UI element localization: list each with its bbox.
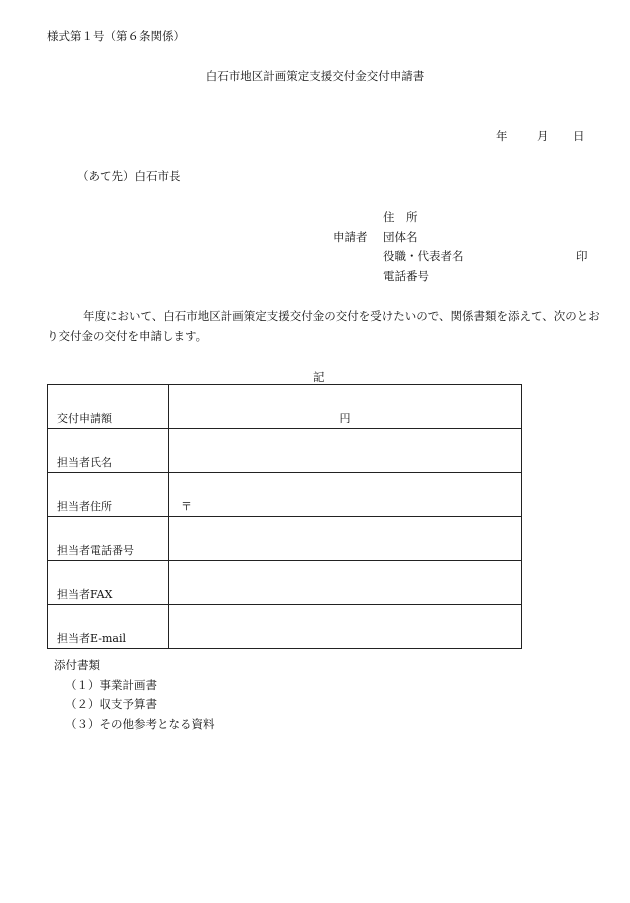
attachment-item: （２）収支予算書 xyxy=(65,697,157,711)
table-row xyxy=(48,517,522,561)
phone-label: 電話番号 xyxy=(383,269,429,283)
applicant-label: 申請者 xyxy=(333,230,368,244)
attachment-item: （３）その他参考となる資料 xyxy=(65,717,215,731)
addressee: （あて先）白石市長 xyxy=(77,169,181,183)
table-row xyxy=(48,473,522,517)
row-label-contact-address: 担当者住所 xyxy=(48,473,169,517)
document-title: 白石市地区計画策定支援交付金交付申請書 xyxy=(205,69,425,83)
table-row xyxy=(48,385,522,429)
ki-heading: 記 xyxy=(313,370,325,384)
row-value-contact-fax[interactable] xyxy=(169,561,522,605)
application-info-table xyxy=(47,384,522,649)
row-value-contact-phone[interactable] xyxy=(169,517,522,561)
attachments-title: 添付書類 xyxy=(54,658,100,672)
row-label-contact-name: 担当者氏名 xyxy=(48,429,169,473)
row-label-contact-email: 担当者E-mail xyxy=(48,605,169,649)
row-value-contact-address[interactable]: 〒 xyxy=(169,473,522,517)
row-label-contact-phone: 担当者電話番号 xyxy=(48,517,169,561)
row-value-contact-name[interactable] xyxy=(169,429,522,473)
table-row xyxy=(48,605,522,649)
row-label-amount: 交付申請額 xyxy=(48,385,169,429)
row-value-contact-email[interactable] xyxy=(169,605,522,649)
row-label-contact-fax: 担当者FAX xyxy=(48,561,169,605)
date-month-label: 月 xyxy=(537,129,549,143)
attachment-item: （１）事業計画書 xyxy=(65,678,157,692)
representative-label: 役職・代表者名 xyxy=(383,249,464,263)
form-number: 様式第１号（第６条関係） xyxy=(47,29,185,43)
address-label: 住 所 xyxy=(383,210,418,224)
date-day-label: 日 xyxy=(573,129,585,143)
date-year-label: 年 xyxy=(496,129,508,143)
body-paragraph: 年度において、白石市地区計画策定支援交付金の交付を受けたいので、関係書類を添えて、次のとおり交付金の交付を申請します。 xyxy=(47,309,600,343)
table-row xyxy=(48,561,522,605)
table-row xyxy=(48,429,522,473)
organization-label: 団体名 xyxy=(383,230,418,244)
row-value-amount[interactable]: 円 xyxy=(169,385,522,429)
seal-mark: 印 xyxy=(576,249,588,263)
